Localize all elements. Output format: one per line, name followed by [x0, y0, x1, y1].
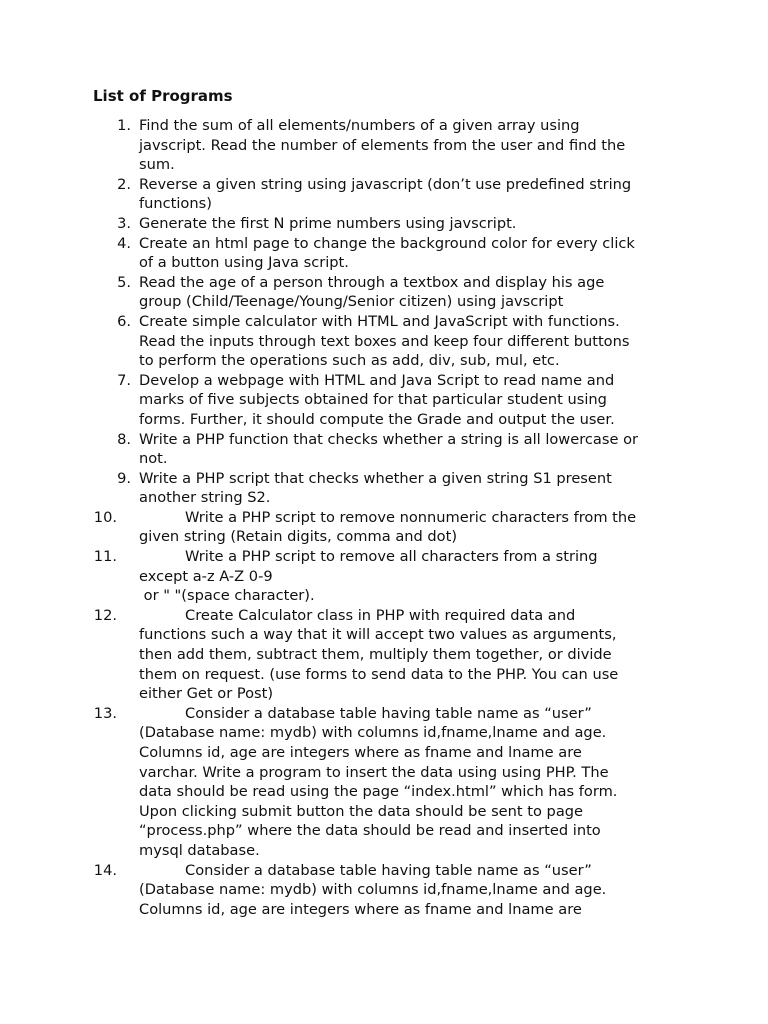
program-item [0, 214, 679, 234]
program-text [139, 606, 679, 704]
program-text-line [139, 704, 679, 724]
program-text-line: Read the age of a person through a textbox and display his age [139, 273, 605, 291]
program-text-line: (Database name: mydb) with columns id,fname,lname and age. [139, 881, 607, 899]
program-text-line: group (Child/Teenage/Young/Senior citizen) using javscript [139, 293, 564, 311]
program-number: 4. [117, 234, 131, 252]
program-text-line: not. [139, 450, 168, 468]
program-text-line: Write a PHP script that checks whether a given string S1 present [139, 469, 612, 487]
program-text-line: sum. [139, 156, 175, 174]
program-text-line: Reverse a given string using javascript (don’t use predefined string [139, 175, 632, 193]
program-text-line: of a button using Java script. [139, 254, 349, 272]
program-text-line [139, 547, 679, 567]
program-text-line: then add them, subtract them, multiply them together, or divide [139, 646, 612, 664]
program-text [139, 312, 679, 371]
program-item [0, 234, 679, 273]
document-title: List of Programs [93, 87, 233, 105]
program-text-line: except a-z A-Z 0-9 [139, 567, 273, 585]
program-number: 1. [117, 117, 131, 134]
program-text-fragment: Write a PHP script to remove all characters from a string [185, 548, 598, 566]
program-number: 14. [93, 861, 117, 879]
program-text-line: (Database name: mydb) with columns id,fname,lname and age. [139, 724, 607, 742]
program-text-line [139, 508, 679, 528]
program-number: 5. [117, 273, 131, 291]
program-item [0, 430, 679, 469]
program-text-line: functions such a way that it will accept two values as arguments, [139, 626, 617, 644]
program-text-line: Read the inputs through text boxes and keep four different buttons [139, 332, 630, 350]
program-number: 10. [93, 508, 117, 526]
program-text [139, 234, 679, 273]
program-text-fragment: Consider a database table having table name as “user” [185, 704, 592, 722]
program-text [139, 371, 679, 430]
program-list [0, 116, 768, 919]
program-item [0, 116, 679, 175]
program-text-line: Columns id, age are integers where as fname and lname are [139, 744, 582, 761]
program-item [0, 606, 679, 704]
program-text-line: Columns id, age are integers where as fname and lname are [139, 900, 582, 918]
program-text [139, 273, 679, 312]
program-text-fragment: Create Calculator class in PHP with required data and [185, 606, 576, 624]
program-text-line: functions) [139, 195, 212, 213]
program-text-line: Write a PHP function that checks whether a string is all lowercase or [139, 430, 639, 448]
program-item [0, 371, 679, 430]
program-text [139, 508, 679, 547]
program-text-line: “process.php” where the data should be read and inserted into [139, 822, 601, 840]
program-text-line: Find the sum of all elements/numbers of a given array using [139, 117, 580, 134]
program-item [0, 175, 679, 214]
program-text [139, 214, 679, 234]
program-text-line: Upon clicking submit button the data should be sent to page [139, 802, 583, 820]
program-text [139, 116, 679, 175]
program-number: 9. [117, 469, 131, 487]
program-item [0, 469, 679, 508]
program-item [0, 547, 679, 606]
program-text-line: to perform the operations such as add, div, sub, mul, etc. [139, 352, 560, 370]
program-text [139, 469, 679, 508]
program-text [139, 547, 679, 606]
program-text-line: given string (Retain digits, comma and dot) [139, 528, 458, 546]
program-number: 13. [93, 704, 117, 722]
program-text-line: Develop a webpage with HTML and Java Script to read name and [139, 371, 615, 389]
program-text-line: Create simple calculator with HTML and JavaScript with functions. [139, 312, 620, 330]
program-number: 11. [93, 548, 117, 566]
program-text-line [139, 861, 679, 881]
program-text-line: them on request. (use forms to send data to the PHP. You can use [139, 665, 619, 683]
program-text-line: forms. Further, it should compute the Grade and output the user. [139, 410, 615, 428]
program-item [0, 861, 679, 920]
program-text-line: another string S2. [139, 489, 271, 507]
program-text-line: or " "(space character). [139, 587, 315, 605]
program-text-line: javscript. Read the number of elements from the user and find the [139, 136, 626, 154]
program-text-fragment: Write a PHP script to remove nonnumeric characters from the [185, 508, 637, 526]
program-text-line: varchar. Write a program to insert the data using using PHP. The [139, 763, 609, 781]
program-text-line: either Get or Post) [139, 685, 274, 703]
program-number: 2. [117, 175, 131, 193]
program-item [0, 273, 679, 312]
program-number: 7. [117, 371, 131, 389]
program-text-line: Generate the first N prime numbers using javscript. [139, 214, 517, 232]
program-text [139, 430, 679, 469]
program-item [0, 312, 679, 371]
program-text [139, 861, 679, 920]
program-number: 3. [117, 214, 131, 232]
program-text-fragment: Consider a database table having table name as “user” [185, 861, 592, 879]
program-text-line: data should be read using the page “index.html” which has form. [139, 783, 618, 801]
program-text-line: mysql database. [139, 841, 260, 859]
program-number: 12. [93, 606, 117, 624]
program-number: 6. [117, 312, 131, 330]
program-text-line: marks of five subjects obtained for that particular student using [139, 391, 607, 409]
program-text-line: Create an html page to change the background color for every click [139, 234, 635, 252]
program-number: 8. [117, 430, 131, 448]
program-text-line [139, 606, 679, 626]
program-item [0, 508, 679, 547]
program-text [139, 704, 679, 861]
program-item [0, 704, 679, 861]
program-text [139, 175, 679, 214]
